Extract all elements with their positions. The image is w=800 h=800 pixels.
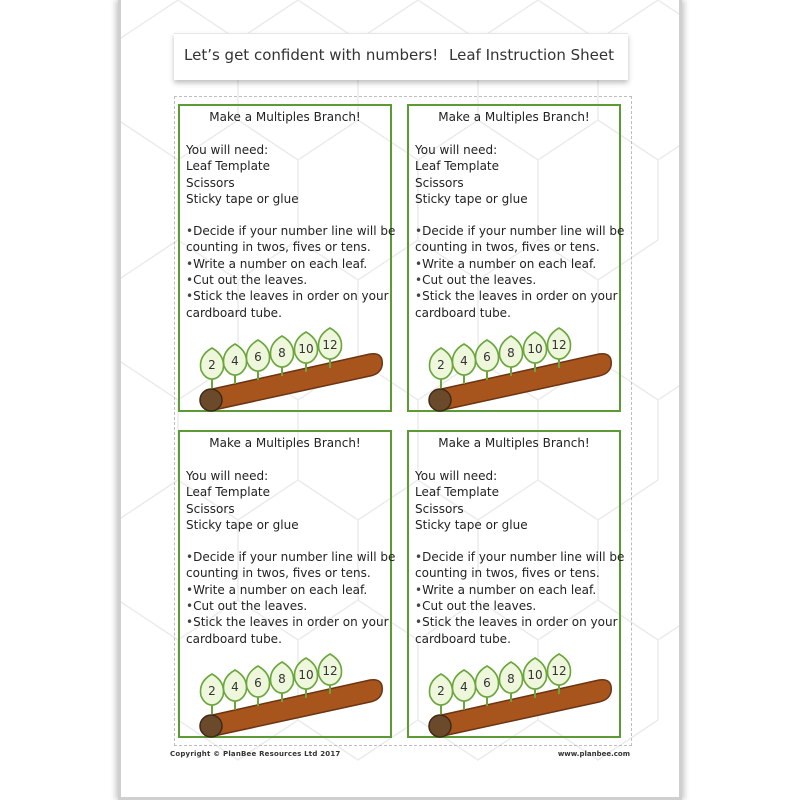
step-item-continued: counting in twos, fives or tens.: [415, 566, 600, 581]
sheet-left-edge: [118, 0, 121, 800]
card-title: Make a Multiples Branch!: [209, 110, 361, 124]
leaf-number: 6: [254, 350, 262, 364]
leaf-number: 6: [483, 350, 491, 364]
bullet-icon: •: [186, 273, 194, 288]
leaf-number: 12: [551, 338, 567, 352]
leaf-number: 10: [527, 342, 543, 356]
card-title: Make a Multiples Branch!: [209, 436, 361, 450]
materials-heading: You will need:: [186, 469, 269, 483]
materials-heading: You will need:: [415, 469, 498, 483]
leaf-number: 8: [507, 346, 515, 360]
material-item: Sticky tape or glue: [415, 517, 528, 532]
leaf-8: [499, 336, 522, 376]
leaf-8: [270, 662, 293, 702]
leaf-6: [246, 666, 269, 706]
leaf-number: 8: [278, 346, 286, 360]
bullet-icon: •: [186, 615, 194, 630]
step-item: •Write a number on each leaf.: [186, 582, 368, 597]
leaf-2: [429, 674, 452, 714]
material-item: Scissors: [186, 175, 235, 190]
leaf-number: 4: [231, 680, 239, 694]
branch-illustration: [190, 642, 390, 738]
leaf-number: 6: [254, 676, 262, 690]
leaf-4: [223, 344, 246, 384]
leaf-number: 8: [507, 672, 515, 686]
leaf-8: [499, 662, 522, 702]
card-body: [415, 142, 625, 321]
step-item: •Stick the leaves in order on your: [186, 289, 389, 304]
material-item: Sticky tape or glue: [186, 517, 299, 532]
material-item: Scissors: [415, 501, 464, 516]
leaf-6: [475, 666, 498, 706]
step-item: •Decide if your number line will be: [186, 550, 396, 565]
step-item: •Cut out the leaves.: [186, 273, 308, 288]
material-item: Sticky tape or glue: [415, 191, 528, 206]
instruction-card-1: [178, 104, 396, 412]
leaf-number: 2: [437, 684, 445, 698]
header-subtitle: Let’s get confident with numbers!: [184, 46, 439, 64]
branch-illustration: [419, 642, 619, 738]
step-item: •Stick the leaves in order on your: [186, 615, 389, 630]
instruction-sheet: [118, 0, 682, 800]
leaf-6: [475, 340, 498, 380]
bullet-icon: •: [186, 550, 194, 565]
leaf-4: [223, 670, 246, 710]
materials-heading: You will need:: [186, 143, 269, 157]
bullet-icon: •: [186, 289, 194, 304]
sheet-header: [174, 33, 628, 80]
leaf-4: [452, 670, 475, 710]
bullet-icon: •: [415, 599, 423, 614]
leaf-number: 10: [298, 342, 314, 356]
bullet-icon: •: [415, 256, 423, 271]
step-item: •Decide if your number line will be: [186, 224, 396, 239]
step-item: •Write a number on each leaf.: [186, 256, 368, 271]
bullet-icon: •: [186, 582, 194, 597]
material-item: Leaf Template: [186, 159, 271, 174]
leaf-number: 8: [278, 672, 286, 686]
leaf-number: 10: [527, 668, 543, 682]
card-body: [186, 468, 396, 647]
card-title: Make a Multiples Branch!: [438, 110, 590, 124]
bullet-icon: •: [415, 582, 423, 597]
leaf-number: 2: [208, 684, 216, 698]
leaf-4: [452, 344, 475, 384]
leaf-number: 4: [460, 354, 468, 368]
step-item: •Write a number on each leaf.: [415, 582, 597, 597]
materials-heading: You will need:: [415, 143, 498, 157]
header-title: Leaf Instruction Sheet: [449, 46, 614, 64]
bullet-icon: •: [186, 599, 194, 614]
material-item: Leaf Template: [415, 485, 500, 500]
copyright-text: Copyright © PlanBee Resources Ltd 2017: [170, 750, 341, 758]
material-item: Leaf Template: [186, 485, 271, 500]
step-item: •Stick the leaves in order on your: [415, 615, 618, 630]
leaf-number: 12: [322, 664, 338, 678]
bullet-icon: •: [415, 615, 423, 630]
leaf-number: 12: [551, 664, 567, 678]
leaf-2: [429, 348, 452, 388]
leaf-number: 2: [437, 358, 445, 372]
step-item: •Cut out the leaves.: [415, 273, 537, 288]
leaf-number: 4: [231, 354, 239, 368]
step-item-continued: cardboard tube.: [186, 305, 282, 320]
leaf-2: [200, 348, 223, 388]
leaf-number: 2: [208, 358, 216, 372]
step-item-continued: counting in twos, fives or tens.: [186, 566, 371, 581]
instruction-card-2: [407, 104, 625, 412]
bullet-icon: •: [415, 273, 423, 288]
website-text: www.planbee.com: [557, 750, 630, 758]
step-item-continued: cardboard tube.: [415, 305, 511, 320]
step-item: •Decide if your number line will be: [415, 550, 625, 565]
step-item-continued: cardboard tube.: [415, 631, 511, 646]
instruction-card-4: [407, 430, 625, 738]
leaf-number: 10: [298, 668, 314, 682]
bullet-icon: •: [186, 256, 194, 271]
branch-illustration: [419, 316, 619, 412]
step-item: •Decide if your number line will be: [415, 224, 625, 239]
card-title: Make a Multiples Branch!: [438, 436, 590, 450]
leaf-number: 6: [483, 676, 491, 690]
leaf-8: [270, 336, 293, 376]
leaf-number: 12: [322, 338, 338, 352]
sheet-right-edge: [679, 0, 682, 800]
leaf-6: [246, 340, 269, 380]
step-item: •Cut out the leaves.: [186, 599, 308, 614]
material-item: Scissors: [186, 501, 235, 516]
step-item: •Write a number on each leaf.: [415, 256, 597, 271]
branch-illustration: [190, 316, 390, 412]
bullet-icon: •: [186, 224, 194, 239]
bullet-icon: •: [415, 289, 423, 304]
bullet-icon: •: [415, 224, 423, 239]
card-body: [415, 468, 625, 647]
bullet-icon: •: [415, 550, 423, 565]
material-item: Leaf Template: [415, 159, 500, 174]
step-item: •Stick the leaves in order on your: [415, 289, 618, 304]
leaf-number: 4: [460, 680, 468, 694]
card-body: [186, 142, 396, 321]
leaf-2: [200, 674, 223, 714]
step-item: •Cut out the leaves.: [415, 599, 537, 614]
material-item: Sticky tape or glue: [186, 191, 299, 206]
step-item-continued: cardboard tube.: [186, 631, 282, 646]
step-item-continued: counting in twos, fives or tens.: [186, 240, 371, 255]
step-item-continued: counting in twos, fives or tens.: [415, 240, 600, 255]
material-item: Scissors: [415, 175, 464, 190]
instruction-card-3: [178, 430, 396, 738]
